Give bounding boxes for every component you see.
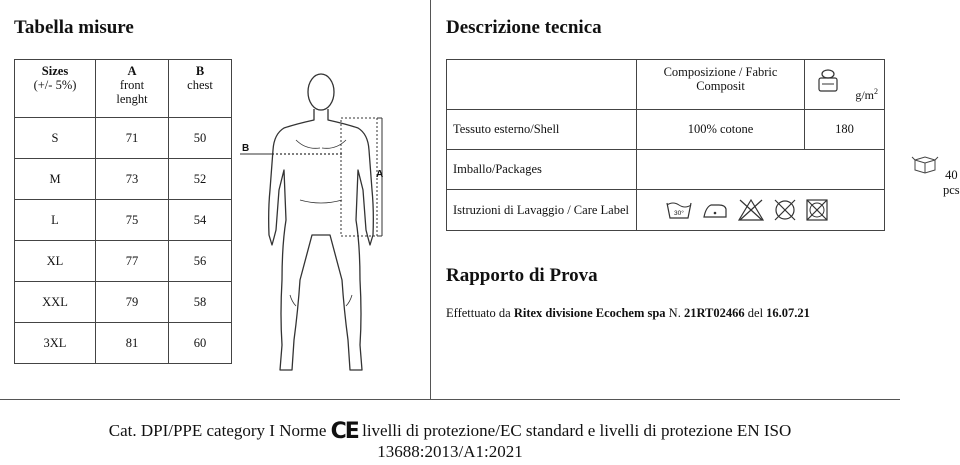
footer-divider — [0, 399, 900, 400]
package-label: Imballo/Packages — [447, 150, 637, 190]
label-b: B — [242, 143, 250, 154]
chest-header: B chest — [169, 60, 232, 118]
shell-label: Tessuto esterno/Shell — [447, 110, 637, 150]
no-tumble-dry-icon — [803, 198, 831, 222]
size-table — [14, 59, 232, 364]
ce-mark: CE — [330, 419, 358, 444]
table-row: XXL 79 58 — [15, 282, 232, 323]
composition-header: Composizione / Fabric Composit — [637, 60, 805, 110]
tech-description-title: Descrizione tecnica — [446, 17, 602, 38]
weight-icon — [815, 66, 841, 94]
tech-table — [446, 59, 960, 231]
package-qty: 40 pcs — [943, 168, 960, 197]
table-row: M 73 52 — [15, 159, 232, 200]
table-row: 3XL 81 60 — [15, 323, 232, 364]
shell-weight: 180 — [805, 110, 885, 150]
table-row: S 71 50 — [15, 118, 232, 159]
no-dry-clean-icon — [771, 198, 799, 222]
iron-icon — [701, 199, 729, 221]
test-report-text: Effettuato da Ritex divisione Ecochem spa N. 21RT02466 del 16.07.21 — [446, 306, 810, 320]
center-divider — [430, 0, 431, 399]
weight-unit: $g/m^2$ — [855, 87, 878, 102]
box-icon — [912, 154, 938, 174]
svg-text:30°: 30° — [674, 210, 684, 217]
size-table-title: Tabella misure — [14, 17, 134, 38]
body-measurement-figure — [236, 70, 396, 380]
front-length-header: A front lenght — [96, 60, 169, 118]
head-outline — [308, 74, 334, 110]
sizes-header: Sizes (+/- 5%) — [15, 60, 96, 118]
test-report-title: Rapporto di Prova — [446, 265, 598, 286]
weight-header — [805, 60, 885, 110]
label-a: A — [376, 169, 384, 180]
footer-norms: Cat. DPI/PPE category I Norme CE livelli di protezione/EC standard e livelli di protezione EN ISO 13688:2013/A1:2021 — [108, 419, 792, 461]
package-cell — [637, 150, 960, 197]
table-row: XL 77 56 — [15, 241, 232, 282]
body-outline — [269, 109, 374, 370]
care-label: Istruzioni di Lavaggio / Care Label — [447, 190, 637, 231]
table-row: L 75 54 — [15, 200, 232, 241]
shell-composition: 100% cotone — [637, 110, 805, 150]
wash-30-icon — [665, 199, 693, 221]
care-symbols — [637, 190, 885, 231]
no-bleach-icon — [737, 198, 765, 222]
